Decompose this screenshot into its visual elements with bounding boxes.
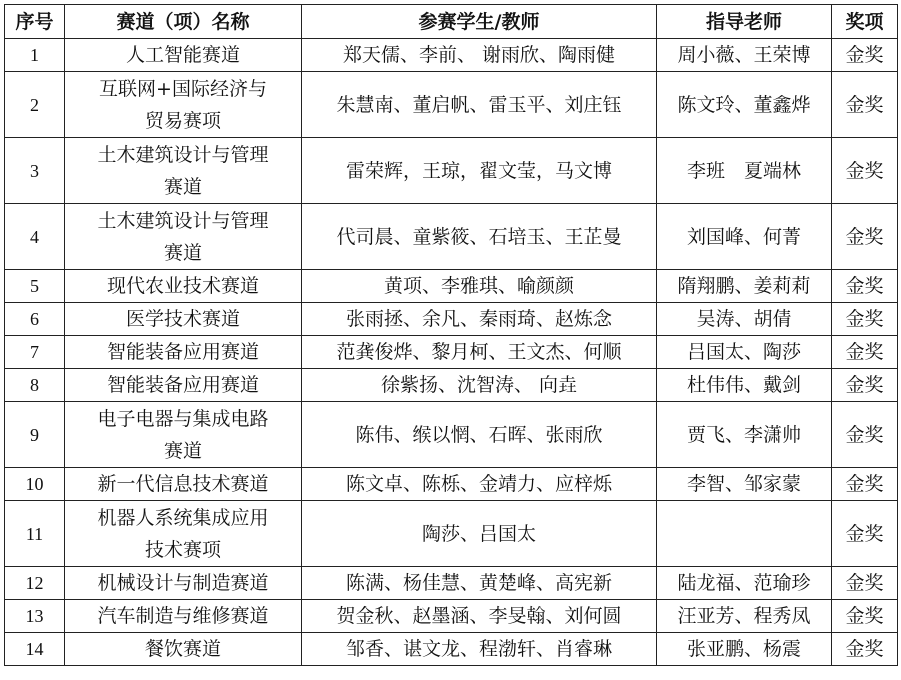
- header-row: [5, 5, 898, 39]
- track-name-line: 互联网+国际经济与: [99, 77, 267, 100]
- table-row: [5, 39, 898, 72]
- table-row: [5, 567, 898, 600]
- row-number: 1: [5, 39, 65, 72]
- award: 金奖: [832, 402, 898, 468]
- track-name-line: 餐饮赛道: [144, 638, 221, 660]
- track-name: [65, 138, 302, 204]
- participants: 陈伟、缑以惘、石晖、张雨欣: [302, 402, 657, 468]
- award: 金奖: [832, 72, 898, 138]
- participants: 黄项、李雅琪、喻颜颜: [302, 270, 657, 303]
- advisors: 陈文玲、董鑫烨: [657, 72, 832, 138]
- advisors: 李班 夏端林: [657, 138, 832, 204]
- advisors: 陆龙福、范瑜珍: [657, 567, 832, 600]
- track-name: [65, 468, 302, 501]
- track-name-line: 赛道: [163, 241, 202, 264]
- header-students: 参赛学生/教师: [302, 5, 657, 39]
- advisors: 张亚鹏、杨震: [657, 633, 832, 666]
- row-number: 12: [5, 567, 65, 600]
- participants: 徐紫扬、沈智涛、 向垚: [302, 369, 657, 402]
- track-name: [65, 501, 302, 567]
- participants: 朱慧南、董启帆、雷玉平、刘庄钰: [302, 72, 657, 138]
- track-name-line: 机器人系统集成应用: [97, 506, 269, 529]
- track-name-line: 医学技术赛道: [125, 308, 240, 330]
- track-name-line: 人工智能赛道: [125, 44, 240, 66]
- table-row: [5, 600, 898, 633]
- row-number: 6: [5, 303, 65, 336]
- participants: 代司晨、童紫筱、石培玉、王芷曼: [302, 204, 657, 270]
- track-name-line: 电子电器与集成电路: [97, 407, 269, 430]
- participants: 贺金秋、赵墨涵、李旻翰、刘何圆: [302, 600, 657, 633]
- track-name: [65, 39, 302, 72]
- track-name: [65, 204, 302, 270]
- table-row: [5, 402, 898, 468]
- header-no: 序号: [5, 5, 65, 39]
- participants: 陈文卓、陈栎、金靖力、应梓烁: [302, 468, 657, 501]
- track-name-line: 赛道: [163, 175, 202, 198]
- track-name-line: 机械设计与制造赛道: [97, 572, 269, 594]
- participants: 邹香、谌文龙、程渤轩、肖睿琳: [302, 633, 657, 666]
- track-name: [65, 600, 302, 633]
- award: 金奖: [832, 138, 898, 204]
- row-number: 4: [5, 204, 65, 270]
- award: 金奖: [832, 369, 898, 402]
- track-name: [65, 369, 302, 402]
- track-name-line: 技术赛项: [144, 538, 221, 561]
- table-row: [5, 303, 898, 336]
- track-name-line: 现代农业技术赛道: [106, 275, 259, 297]
- advisors: 吕国太、陶莎: [657, 336, 832, 369]
- row-number: 14: [5, 633, 65, 666]
- row-number: 11: [5, 501, 65, 567]
- track-name: [65, 72, 302, 138]
- row-number: 3: [5, 138, 65, 204]
- track-name-line: 赛道: [163, 439, 202, 462]
- header-advisors: 指导老师: [657, 5, 832, 39]
- award: 金奖: [832, 633, 898, 666]
- track-name-line: 智能装备应用赛道: [106, 374, 259, 396]
- header-track: 赛道（项）名称: [65, 5, 302, 39]
- award: 金奖: [832, 600, 898, 633]
- row-number: 13: [5, 600, 65, 633]
- row-number: 8: [5, 369, 65, 402]
- award: 金奖: [832, 303, 898, 336]
- advisors: 李智、邹家蒙: [657, 468, 832, 501]
- award: 金奖: [832, 39, 898, 72]
- participants: 陶莎、吕国太: [302, 501, 657, 567]
- award: 金奖: [832, 204, 898, 270]
- table-row: [5, 501, 898, 567]
- award: 金奖: [832, 270, 898, 303]
- table-row: [5, 468, 898, 501]
- track-name: [65, 336, 302, 369]
- award: 金奖: [832, 501, 898, 567]
- advisors: [657, 501, 832, 567]
- advisors: 隋翔鹏、姜莉莉: [657, 270, 832, 303]
- award: 金奖: [832, 567, 898, 600]
- advisors: 吴涛、胡倩: [657, 303, 832, 336]
- row-number: 9: [5, 402, 65, 468]
- advisors: 周小薇、王荣博: [657, 39, 832, 72]
- row-number: 2: [5, 72, 65, 138]
- advisors: 汪亚芳、程秀凤: [657, 600, 832, 633]
- participants: 陈满、杨佳慧、黄楚峰、高宪新: [302, 567, 657, 600]
- track-name: [65, 633, 302, 666]
- awards-table: [4, 4, 898, 666]
- row-number: 7: [5, 336, 65, 369]
- track-name: [65, 402, 302, 468]
- row-number: 5: [5, 270, 65, 303]
- track-name: [65, 270, 302, 303]
- participants: 范龚俊烨、黎月柯、王文杰、何顺: [302, 336, 657, 369]
- track-name-line: 土木建筑设计与管理: [97, 209, 269, 232]
- advisors: 杜伟伟、戴剑: [657, 369, 832, 402]
- track-name-line: 新一代信息技术赛道: [97, 473, 269, 495]
- track-name-line: 智能装备应用赛道: [106, 341, 259, 363]
- track-name-line: 汽车制造与维修赛道: [97, 605, 269, 627]
- advisors: 刘国峰、何菁: [657, 204, 832, 270]
- table-row: [5, 138, 898, 204]
- award: 金奖: [832, 336, 898, 369]
- table-row: [5, 633, 898, 666]
- participants: 雷荣辉，王琼，翟文莹，马文博: [302, 138, 657, 204]
- table-row: [5, 270, 898, 303]
- participants: 张雨拯、余凡、秦雨琦、赵炼念: [302, 303, 657, 336]
- track-name: [65, 567, 302, 600]
- table-row: [5, 336, 898, 369]
- table-body: [5, 39, 898, 666]
- table-row: [5, 204, 898, 270]
- table-row: [5, 369, 898, 402]
- advisors: 贾飞、李潇帅: [657, 402, 832, 468]
- row-number: 10: [5, 468, 65, 501]
- participants: 郑天儒、李前、 谢雨欣、陶雨健: [302, 39, 657, 72]
- table-row: [5, 72, 898, 138]
- track-name-line: 贸易赛项: [144, 109, 221, 132]
- award: 金奖: [832, 468, 898, 501]
- header-award: 奖项: [832, 5, 898, 39]
- track-name: [65, 303, 302, 336]
- track-name-line: 土木建筑设计与管理: [97, 143, 269, 166]
